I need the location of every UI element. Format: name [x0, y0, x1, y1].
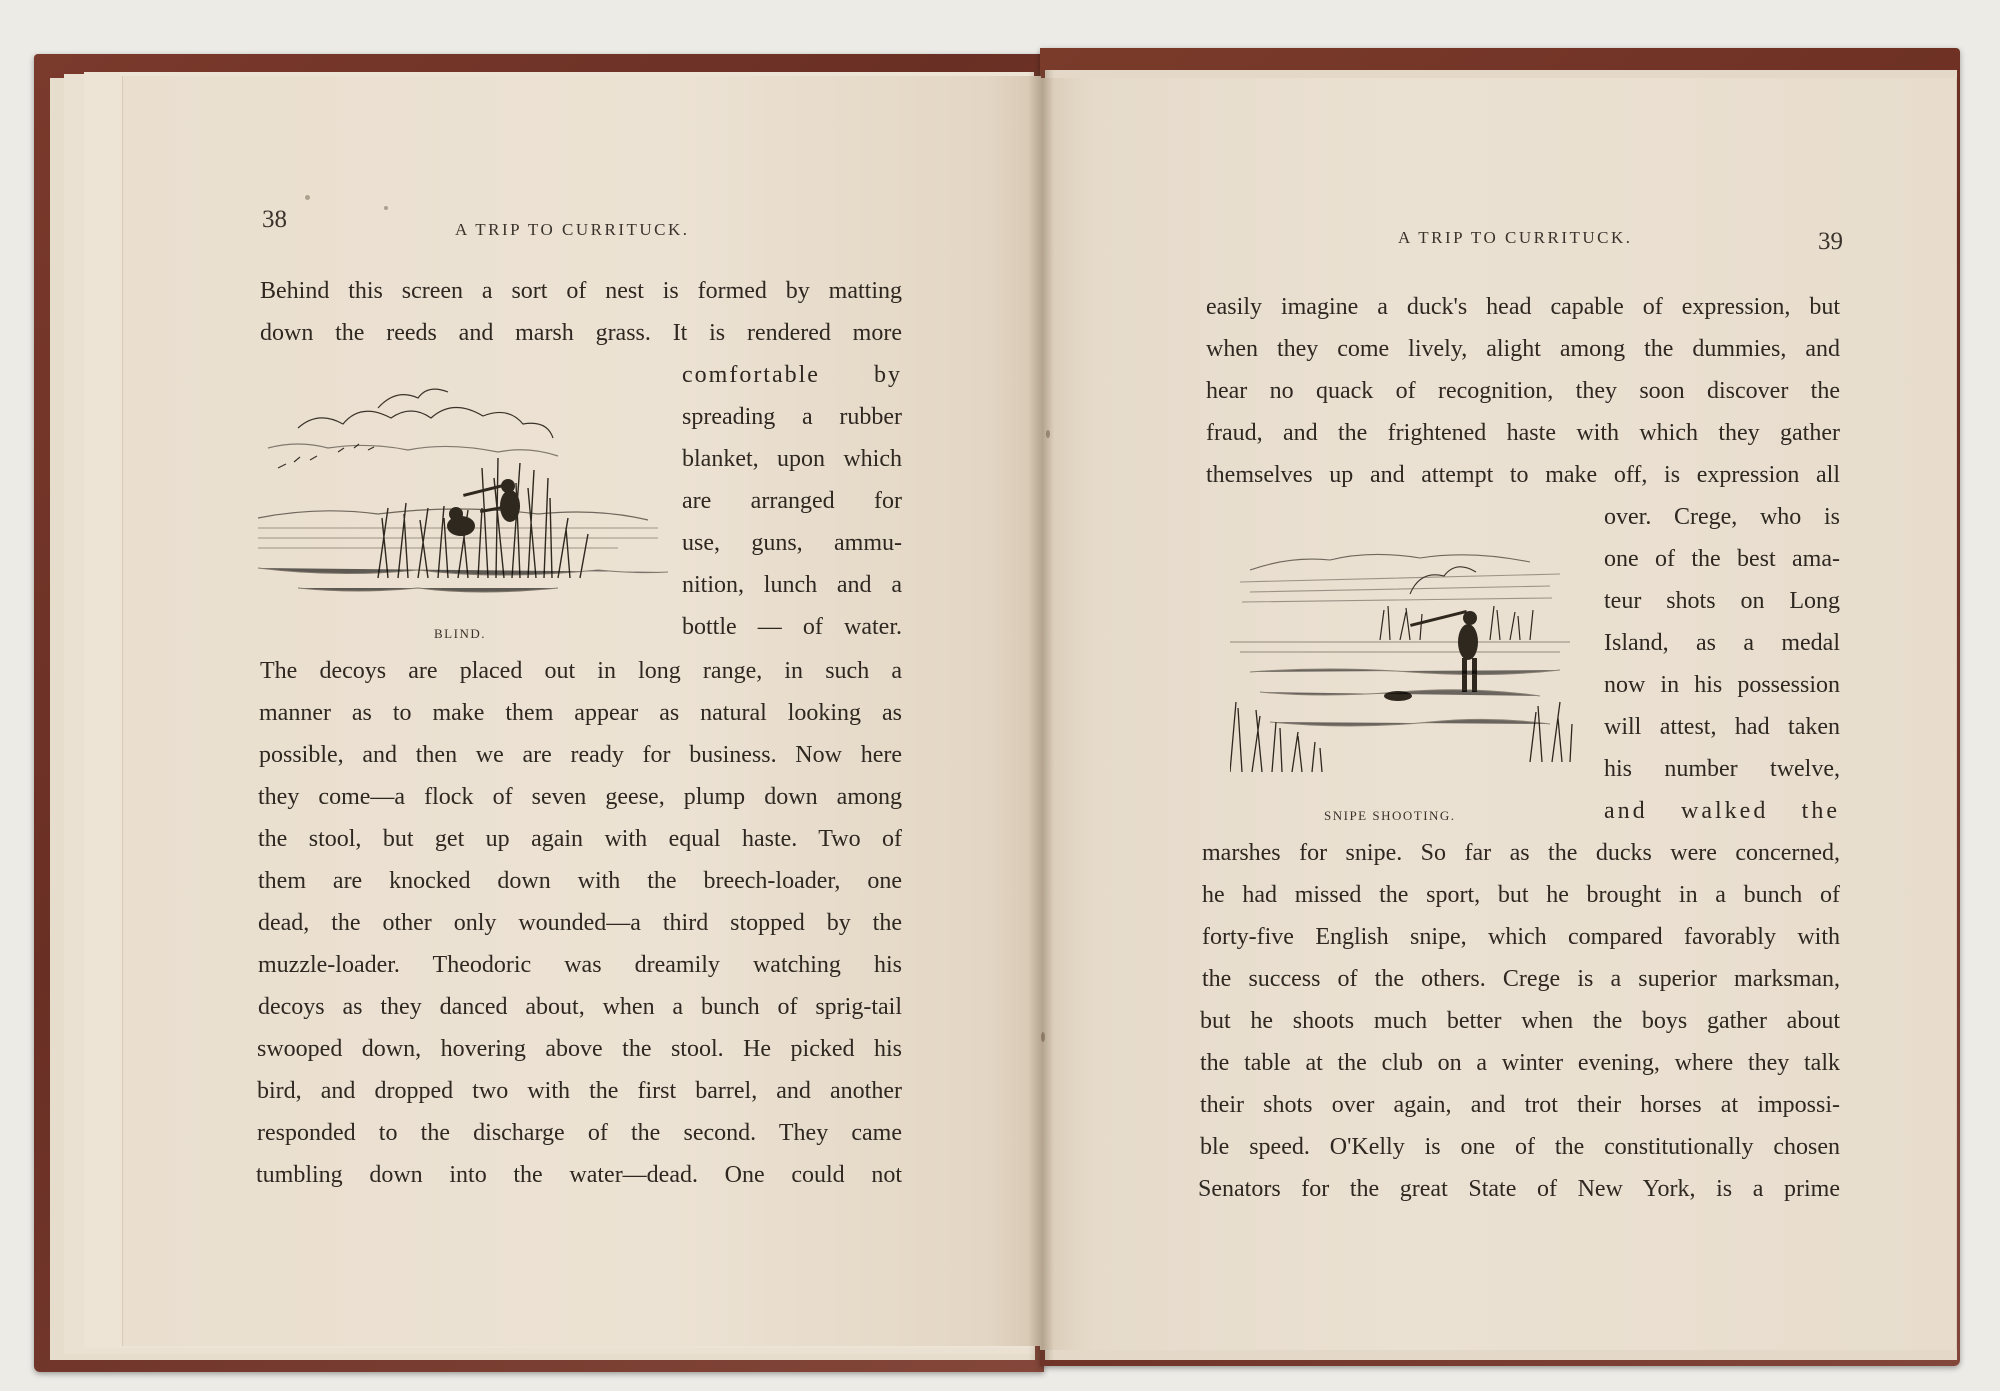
book-gutter: [1028, 70, 1054, 1360]
text-line: they come—a flock of seven geese, plump down among: [258, 784, 902, 810]
paper-speck: [305, 195, 310, 200]
running-head-right: A TRIP TO CURRITUCK.: [1398, 228, 1633, 247]
paper-speck: [384, 206, 388, 210]
text-line: Senators for the great State of New York, is a prime: [1198, 1176, 1840, 1202]
page-number-right: 39: [1818, 228, 1843, 255]
text-line: nition, lunch and a: [682, 572, 902, 598]
text-line: now in his possession: [1604, 672, 1840, 698]
text-line: responded to the discharge of the second. They came: [257, 1120, 902, 1146]
text-line: and walked the: [1604, 798, 1840, 824]
text-line: ble speed. O'Kelly is one of the constitutionally chosen: [1200, 1134, 1840, 1160]
running-head-left: A TRIP TO CURRITUCK.: [455, 220, 690, 239]
text-line: fraud, and the frightened haste with which they gather: [1206, 420, 1840, 446]
text-line: are arranged for: [682, 488, 902, 514]
text-line: bottle — of water.: [682, 614, 902, 640]
text-line: Island, as a medal: [1604, 630, 1840, 656]
text-line: the table at the club on a winter evening, where they talk: [1200, 1050, 1840, 1076]
text-line: dead, the other only wounded—a third stopped by the: [258, 910, 902, 936]
text-line: easily imagine a duck's head capable of expression, but: [1206, 294, 1840, 320]
text-line: their shots over again, and trot their horses at impossi-: [1200, 1092, 1840, 1118]
text-line: forty-five English snipe, which compared favorably with: [1202, 924, 1840, 950]
blind-engraving-icon: [258, 378, 668, 608]
text-line: Behind this screen a sort of nest is formed by matting: [260, 278, 902, 304]
text-line: manner as to make them appear as natural looking as: [259, 700, 902, 726]
text-line: tumbling down into the water—dead. One could not: [256, 1162, 902, 1188]
figure-caption-blind: BLIND.: [434, 626, 486, 641]
text-line: over. Crege, who is: [1604, 504, 1840, 530]
text-line: the stool, but get up again with equal haste. Two of: [258, 826, 902, 852]
text-line: he had missed the sport, but he brought in a bunch of: [1202, 882, 1840, 908]
text-line: swooped down, hovering above the stool. He picked his: [257, 1036, 902, 1062]
text-line: comfortable by: [682, 362, 902, 388]
text-line: them are knocked down with the breech-loader, one: [258, 868, 902, 894]
text-line: when they come lively, alight among the dummies, and: [1206, 336, 1840, 362]
text-line: will attest, had taken: [1604, 714, 1840, 740]
text-line: one of the best ama-: [1604, 546, 1840, 572]
text-line: marshes for snipe. So far as the ducks were concerned,: [1202, 840, 1840, 866]
text-line: themselves up and attempt to make off, is expression all: [1206, 462, 1840, 488]
text-line: The decoys are placed out in long range, in such a: [260, 658, 902, 684]
paper-speck: [1046, 430, 1050, 438]
text-line: bird, and dropped two with the first barrel, and another: [257, 1078, 902, 1104]
paper-speck: [1041, 1032, 1045, 1042]
text-line: use, guns, ammu-: [682, 530, 902, 556]
text-line: but he shoots much better when the boys gather about: [1200, 1008, 1840, 1034]
text-line: hear no quack of recognition, they soon discover the: [1206, 378, 1840, 404]
text-line: muzzle-loader. Theodoric was dreamily watching his: [258, 952, 902, 978]
snipe-shooting-engraving-icon: [1230, 522, 1576, 778]
text-line: possible, and then we are ready for business. Now here: [259, 742, 902, 768]
text-line: down the reeds and marsh grass. It is rendered more: [260, 320, 902, 346]
text-line: blanket, upon which: [682, 446, 902, 472]
figure-caption-snipe-shooting: SNIPE SHOOTING.: [1324, 808, 1456, 823]
text-line: decoys as they danced about, when a bunch of sprig-tail: [258, 994, 902, 1020]
text-line: the success of the others. Crege is a superior marksman,: [1202, 966, 1840, 992]
text-line: spreading a rubber: [682, 404, 902, 430]
text-line: teur shots on Long: [1604, 588, 1840, 614]
text-line: his number twelve,: [1604, 756, 1840, 782]
page-number-left: 38: [262, 206, 287, 233]
